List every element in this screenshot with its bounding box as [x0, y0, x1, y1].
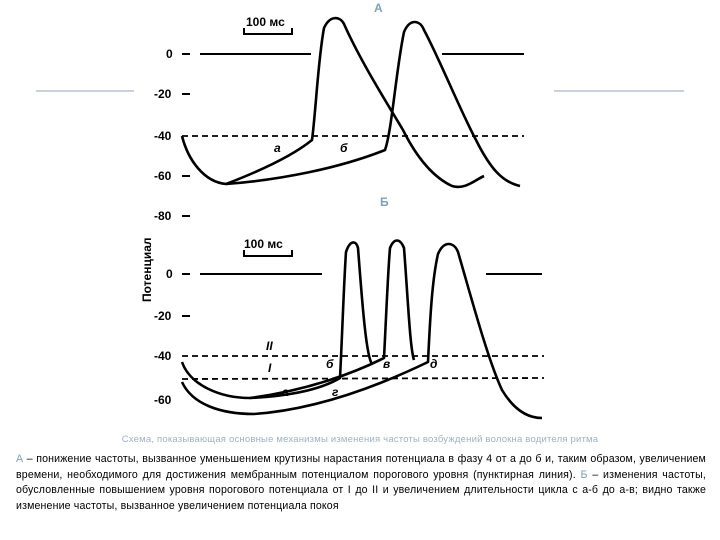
- panel-b-curve-v-label: в: [383, 357, 391, 371]
- panel-b-tick-40: -40: [154, 349, 172, 363]
- panel-b-curve-d-label: д: [430, 357, 438, 371]
- panel-b-tick-0: 0: [166, 267, 173, 281]
- description-a-key: А: [16, 453, 24, 465]
- panel-b-label: Б: [380, 195, 389, 209]
- panel-b-curve-a-label: а: [282, 385, 289, 399]
- panel-b-scale-bar-label: 100 мс: [244, 237, 283, 251]
- panel-b-y-axis-label: Потенциал: [140, 237, 154, 302]
- panel-a-tick-60: -60: [154, 169, 172, 183]
- panel-a-curve-a-label: а: [274, 141, 281, 155]
- panel-b-top-tick: -80: [154, 209, 172, 223]
- panel-a-tick-40: -40: [154, 129, 172, 143]
- panel-a-curve-b: [226, 22, 520, 186]
- description-b-key: Б: [580, 468, 588, 481]
- panel-b-curve-g-label: г: [332, 385, 339, 399]
- figure-description: [16, 452, 706, 514]
- panel-a-tick-20: -20: [154, 87, 172, 101]
- figure-caption: Схема, показывающая основные механизмы изменения частоты возбуждений волокна водителя ритма: [121, 434, 599, 445]
- panel-b-threshold-ii-label: II: [266, 339, 273, 353]
- panel-a-curve-b-label: б: [340, 141, 348, 155]
- panel-b-curve-b-label: б: [326, 357, 334, 371]
- panel-b-curve-av: [250, 241, 414, 399]
- panel-a-tick-0: 0: [166, 47, 173, 61]
- panel-b-tick-20: -20: [154, 309, 172, 323]
- panel-a-scale-bar-label: 100 мс: [246, 15, 285, 29]
- panel-b-tick-60: -60: [154, 393, 172, 407]
- panel-a-curve-a: [182, 18, 484, 187]
- panel-b-curve-gd: [182, 244, 542, 418]
- panel-b-threshold-i-label: I: [268, 361, 272, 375]
- panel-b-threshold-i: [182, 378, 544, 379]
- description-b-text: – изменения частоты, обусловленные повышением уровня порогового потенциала от I до II и увеличением длительности цикла с а-б до а-в; видно также изменение частоты, вызванное увеличением потенциала покоя: [16, 468, 707, 512]
- description-a-text: – понижение частоты, вызванное уменьшением крутизны нарастания потенциала в фазу 4 от а до б и, таким образом, увеличением времени, необходимого для достижения мембранным потенциалом порогового уровня (пунктирная линия).: [16, 453, 706, 481]
- panel-a-label: А: [374, 1, 383, 15]
